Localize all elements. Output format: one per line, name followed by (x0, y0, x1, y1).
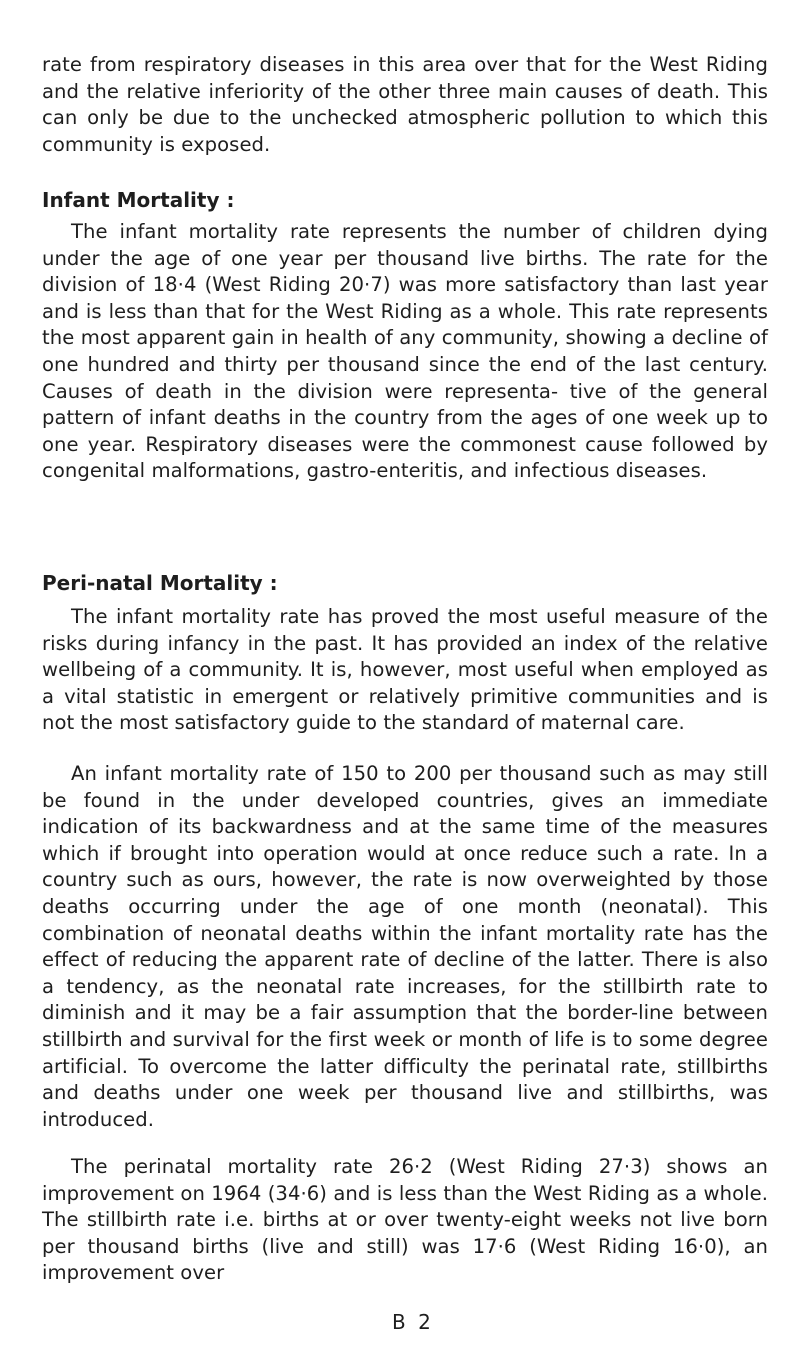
section-heading-perinatal-mortality: Peri-natal Mortality : (42, 571, 278, 595)
section-heading-infant-mortality: Infant Mortality : (42, 188, 235, 212)
intro-paragraph: rate from respiratory diseases in this area over that for the West Riding and the relative inferiority of the other three main causes of death. This can only be due to the unchecked atmospheric pollution to which this community is exposed. (42, 53, 768, 156)
perinatal-paragraph-3: The perinatal mortality rate 26·2 (West Riding 27·3) shows an improvement on 1964 (34·6) and is less than the West Riding as a whole. The stillbirth rate i.e. births at or over twenty-eight weeks not live born per thousand births (live and still) was 17·6 (West Riding 16·0), an improvement over (42, 1155, 768, 1285)
infant-mortality-paragraph: The infant mortality rate represents the number of children dying under the age of one year per thousand live births. The rate for the division of 18·4 (West Riding 20·7) was more satisfactory than last year and is less than that for the West Riding as a whole. This rate represents the most apparent gain in health of any community, showing a decline of one hundred and thirty per thousand since the end of the last century. Causes of death in the division were representa- tive of the general pattern of infant deaths in the country from the ages of one week up to one year. Respiratory diseases were the commonest cause followed by congenital malformations, gastro-enteritis, and infectious diseases. (42, 220, 768, 483)
page-folio: B 2 (392, 1310, 434, 1334)
perinatal-paragraph-1: The infant mortality rate has proved the most useful measure of the risks during infancy in the past. It has provided an index of the relative wellbeing of a community. It is, however, most useful when employed as a vital statistic in emergent or relatively primitive communities and is not the most satisfactory guide to the standard of maternal care. (42, 605, 768, 735)
perinatal-paragraph-2: An infant mortality rate of 150 to 200 per thousand such as may still be found in the under developed countries, gives an immediate indication of its backwardness and at the same time of the measures which if brought into operation would at once reduce such a rate. In a country such as ours, however, the rate is now overweighted by those deaths occurring under the age of one month (neonatal). This combination of neonatal deaths within the infant mortality rate has the effect of reducing the apparent rate of decline of the latter. There is also a tendency, as the neonatal rate increases, for the stillbirth rate to diminish and it may be a fair assumption that the border-line between stillbirth and survival for the first week or month of life is to some degree artificial. To overcome the latter difficulty the perinatal rate, stillbirths and deaths under one week per thousand live and stillbirths, was introduced. (42, 762, 768, 1131)
document-page (42, 0, 768, 1346)
